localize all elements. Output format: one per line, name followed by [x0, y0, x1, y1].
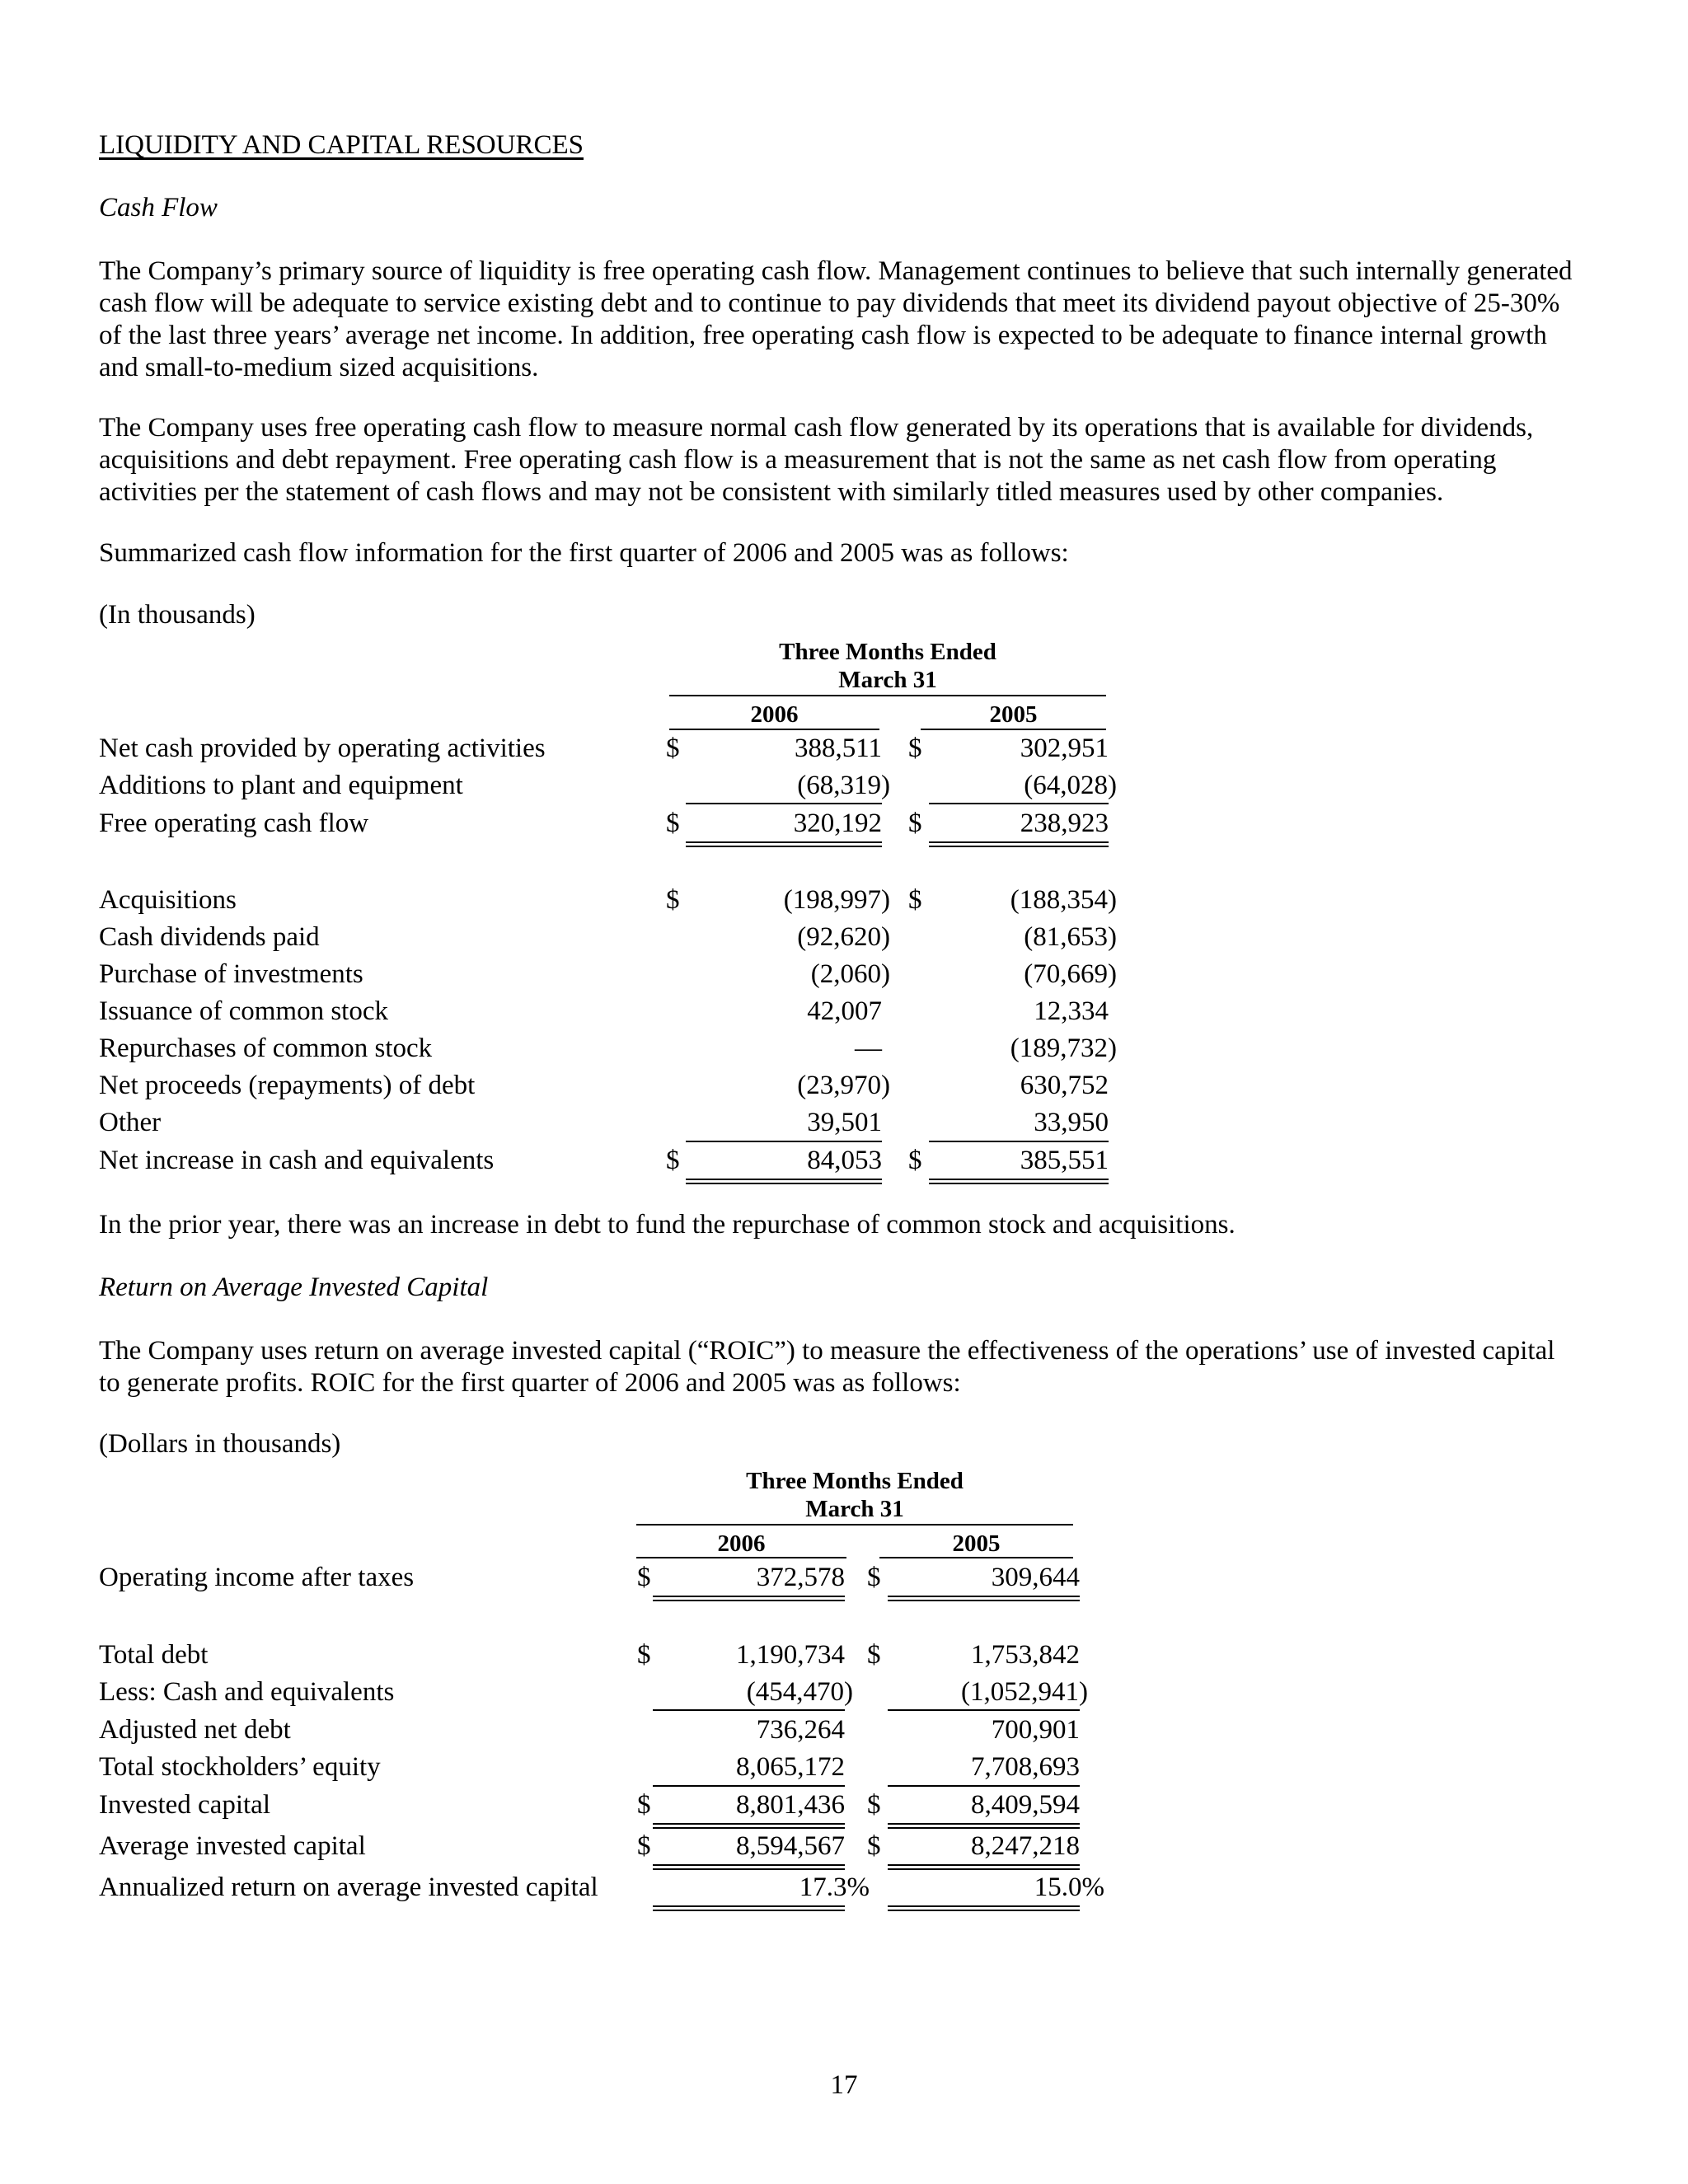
roic-value-2006: 17.3%: [799, 1872, 870, 1902]
roic-currency: $: [637, 1790, 651, 1820]
roic-col-2005-rule: [879, 1557, 1073, 1558]
cf-header-line2: March 31: [838, 667, 937, 693]
section-heading: LIQUIDITY AND CAPITAL RESOURCES: [99, 130, 584, 160]
cf-subtotal-rule: [686, 1141, 882, 1142]
roic-total-double-rule: [653, 1823, 845, 1829]
roic-total-double-rule: [888, 1823, 1080, 1829]
roic-total-double-rule: [888, 1864, 1080, 1870]
cf-currency: $: [908, 808, 922, 838]
cf-value-2005: (188,354): [1010, 885, 1117, 915]
roic-row-label: Invested capital: [99, 1790, 270, 1820]
cf-value-2005: 12,334: [1034, 996, 1109, 1026]
roic-col-2005: 2005: [952, 1530, 1001, 1557]
cf-value-2005: 385,551: [1020, 1146, 1109, 1175]
roic-value-2006: (454,470): [746, 1677, 853, 1707]
cf-row-label: Purchase of investments: [99, 959, 363, 989]
cash-flow-subheading: Cash Flow: [99, 193, 218, 223]
roic-value-2006: 8,801,436: [736, 1790, 845, 1820]
cf-total-double-rule: [929, 1179, 1109, 1184]
roic-value-2006: 1,190,734: [736, 1640, 845, 1670]
roic-value-2005: 309,644: [991, 1563, 1080, 1592]
roic-currency: $: [867, 1790, 881, 1820]
roic-total-double-rule: [653, 1905, 845, 1911]
roic-header-rule: [636, 1524, 1073, 1526]
cash-flow-paragraph-1: The Company’s primary source of liquidity is free operating cash flow. Management continues to believe that such internally generated cash flow will be adequate to service existing debt and to continue to pay dividends that meet its dividend payout objective of 25-30% of the last three years’ average net income. In addition, free operating cash flow is expected to be adequate to finance internal growth and small-to-medium sized acquisitions.: [99, 256, 1573, 382]
roic-total-double-rule: [653, 1864, 845, 1870]
roic-row-label: Less: Cash and equivalents: [99, 1677, 395, 1707]
roic-paragraph: The Company uses return on average invested capital (“ROIC”) to measure the effectiveness of the operations’ use of invested capital to generate profits. ROIC for the first quarter of 2006 and 2005 was as follows:: [99, 1336, 1555, 1398]
cf-value-2005: (64,028): [1024, 771, 1117, 800]
cash-flow-paragraph-2: The Company uses free operating cash flow to measure normal cash flow generated by its operations that is available for dividends, acquisitions and debt repayment. Free operating cash flow is a measurement that is not the same as net cash flow from operating activities per the statement of cash flows and may not be consistent with similarly titled measures used by other companies.: [99, 413, 1534, 507]
roic-subtotal-rule: [653, 1709, 845, 1711]
roic-value-2005: (1,052,941): [961, 1677, 1088, 1707]
roic-total-double-rule: [888, 1596, 1080, 1601]
cf-row-label: Free operating cash flow: [99, 808, 369, 838]
cf-total-double-rule: [929, 841, 1109, 847]
cf-subtotal-rule: [686, 803, 882, 804]
cf-value-2005: (81,653): [1024, 922, 1117, 952]
roic-value-2006: 736,264: [756, 1715, 845, 1745]
page-number: 17: [830, 2070, 858, 2100]
roic-value-2005: 15.0%: [1034, 1872, 1104, 1902]
roic-row-label: Operating income after taxes: [99, 1563, 415, 1592]
cf-value-2005: (70,669): [1024, 959, 1117, 989]
cf-row-label: Additions to plant and equipment: [99, 771, 463, 800]
cash-flow-paragraph-3: Summarized cash flow information for the first quarter of 2006 and 2005 was as follows:: [99, 538, 1069, 568]
roic-col-2006: 2006: [717, 1530, 766, 1557]
roic-row-label: Adjusted net debt: [99, 1715, 291, 1745]
roic-col-2006-rule: [636, 1557, 846, 1558]
roic-subheading: Return on Average Invested Capital: [99, 1272, 489, 1302]
roic-value-2005: 8,409,594: [971, 1790, 1080, 1820]
roic-header-line2: March 31: [805, 1496, 904, 1522]
roic-currency: $: [637, 1831, 651, 1861]
cf-header-rule: [669, 695, 1106, 696]
cash-flow-units: (In thousands): [99, 600, 256, 630]
cf-subtotal-rule: [929, 1141, 1109, 1142]
cf-currency: $: [908, 885, 922, 915]
roic-row-label: Average invested capital: [99, 1831, 366, 1861]
roic-subtotal-rule: [888, 1709, 1080, 1711]
cash-flow-note: In the prior year, there was an increase in debt to fund the repurchase of common stock and acquisitions.: [99, 1210, 1236, 1240]
cf-row-label: Acquisitions: [99, 885, 237, 915]
cf-currency: $: [908, 1146, 922, 1175]
roic-currency: $: [637, 1640, 651, 1670]
cf-value-2006: (198,997): [783, 885, 890, 915]
roic-subtotal-rule: [653, 1785, 845, 1787]
roic-value-2006: 8,065,172: [736, 1752, 845, 1782]
roic-currency: $: [867, 1831, 881, 1861]
cf-value-2006: 320,192: [793, 808, 882, 838]
cf-value-2005: 33,950: [1034, 1108, 1109, 1137]
cf-currency: $: [666, 1146, 680, 1175]
cf-total-double-rule: [686, 1179, 882, 1184]
roic-currency: $: [637, 1563, 651, 1592]
roic-currency: $: [867, 1563, 881, 1592]
cf-value-2005: 302,951: [1020, 733, 1109, 763]
roic-row-label: Total debt: [99, 1640, 209, 1670]
cf-value-2006: (92,620): [797, 922, 890, 952]
cf-row-label: Net proceeds (repayments) of debt: [99, 1071, 476, 1100]
cf-col-2005-rule: [921, 729, 1106, 730]
roic-units: (Dollars in thousands): [99, 1429, 341, 1459]
cf-value-2005: 238,923: [1020, 808, 1109, 838]
roic-value-2006: 372,578: [756, 1563, 845, 1592]
roic-value-2006: 8,594,567: [736, 1831, 845, 1861]
cf-value-2006: (23,970): [797, 1071, 890, 1100]
cf-col-2005: 2005: [989, 701, 1038, 728]
roic-subtotal-rule: [888, 1785, 1080, 1787]
roic-row-label: Annualized return on average invested capital: [99, 1872, 598, 1902]
cf-row-label: Net increase in cash and equivalents: [99, 1146, 495, 1175]
roic-value-2005: 7,708,693: [971, 1752, 1080, 1782]
cf-currency: $: [666, 733, 680, 763]
cf-value-2006: 84,053: [807, 1146, 882, 1175]
roic-header-line1: Three Months Ended: [746, 1468, 964, 1494]
cf-currency: $: [666, 808, 680, 838]
cf-row-label: Other: [99, 1108, 162, 1137]
cf-value-2006: 42,007: [807, 996, 882, 1026]
cf-col-2006: 2006: [750, 701, 799, 728]
roic-row-label: Total stockholders’ equity: [99, 1752, 381, 1782]
roic-total-double-rule: [888, 1905, 1080, 1911]
cf-value-2006: 39,501: [807, 1108, 882, 1137]
cf-header-line1: Three Months Ended: [779, 639, 996, 665]
cf-value-2006: (68,319): [797, 771, 890, 800]
cf-col-2006-rule: [669, 729, 879, 730]
cf-value-2005: 630,752: [1020, 1071, 1109, 1100]
roic-currency: $: [867, 1640, 881, 1670]
roic-value-2005: 8,247,218: [971, 1831, 1080, 1861]
cf-currency: $: [908, 733, 922, 763]
cf-subtotal-rule: [929, 803, 1109, 804]
cf-row-label: Issuance of common stock: [99, 996, 388, 1026]
cf-row-label: Net cash provided by operating activities: [99, 733, 546, 763]
cf-row-label: Repurchases of common stock: [99, 1033, 433, 1063]
cf-row-label: Cash dividends paid: [99, 922, 320, 952]
cf-value-2005: (189,732): [1010, 1033, 1117, 1063]
roic-value-2005: 700,901: [991, 1715, 1080, 1745]
cf-value-2006: —: [855, 1033, 882, 1063]
cf-value-2006: (2,060): [810, 959, 890, 989]
roic-total-double-rule: [653, 1596, 845, 1601]
roic-value-2005: 1,753,842: [971, 1640, 1080, 1670]
cf-currency: $: [666, 885, 680, 915]
cf-total-double-rule: [686, 841, 882, 847]
cf-value-2006: 388,511: [794, 733, 882, 763]
